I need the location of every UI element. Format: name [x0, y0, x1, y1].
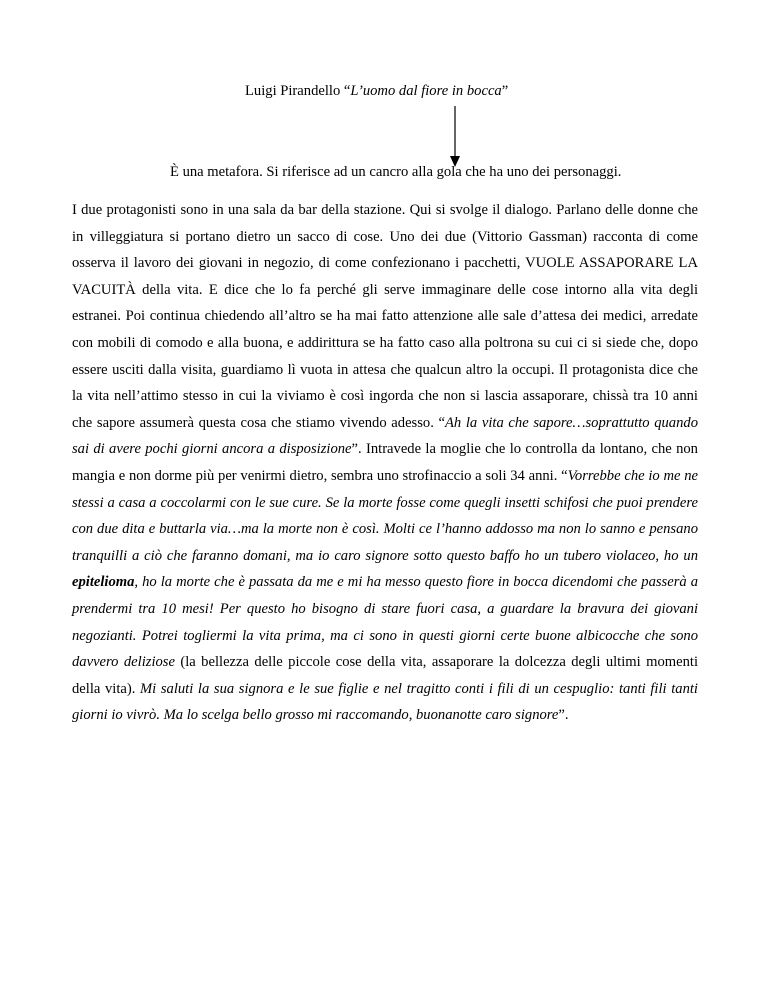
- metaphor-note: È una metafora. Si riferisce ad un cancro alla gola che ha uno dei personaggi.: [170, 164, 622, 180]
- title-close-quote: ”: [501, 83, 509, 99]
- summary-paragraph: [72, 197, 698, 729]
- paragraph-run: ”. Intravede la moglie che lo controlla da lontano, che non mangia e non dorme più per venirmi dietro, sembra uno strofinaccio a soli 34 anni. “: [72, 441, 698, 484]
- quote-run: , ho la morte che è passata da me e mi ha messo questo fiore in bocca dicendomi che passerà a prendermi tra 10 mesi! Per questo ho bisogno di stare fuori casa, a guardare la bravura dei giovani negozianti. Potrei togliermi la vita prima, ma ci sono in questi giorni certe buone albicocche che sono davvero deliziose: [72, 574, 698, 671]
- title-open-quote: “: [343, 83, 351, 99]
- document-title: [245, 83, 508, 100]
- title-author: Luigi Pirandello: [245, 83, 344, 99]
- title-work: L’uomo dal fiore in bocca: [350, 83, 502, 99]
- paragraph-run: (la bellezza delle piccole cose della vita, assaporare la dolcezza degli ultimi momenti della vita).: [72, 654, 698, 697]
- quote-run: Vorrebbe che io me ne stessi a casa a coccolarmi con le sue cure. Se la morte fosse come quegli insetti schifosi che puoi prendere con due dita e buttarla via…ma la morte non è così. Molti ce l’hanno addosso ma non lo sanno e pensano tranquilli a ciò che faranno domani, ma io caro signore sotto questo baffo ho un tubero violaceo, ho un: [72, 467, 698, 564]
- quote-run: Mi saluti la sua signora e le sue figlie e nel tragitto conti i fili di un cespuglio: tanti fili tanti giorni io vivrò. Ma lo scelga bello grosso mi raccomando, buonanotte caro signore: [72, 680, 698, 724]
- quote-run: Ah la vita che sapore…soprattutto quando sai di avere pochi giorni ancora a disposizione: [72, 414, 698, 458]
- emphasized-term: epitelioma: [72, 574, 135, 591]
- down-arrow-icon: [448, 106, 462, 168]
- paragraph-run: ”.: [558, 707, 569, 724]
- paragraph-run: I due protagonisti sono in una sala da bar della stazione. Qui si svolge il dialogo. Parlano delle donne che in villeggiatura si portano dietro un sacco di cose. Uno dei due (Vittorio Gassman) racconta di come osserva il lavoro dei giovani in negozio, di come confezionano i pacchetti, VUOLE ASSAPORARE LA VACUITÀ della vita. E dice che lo fa perché gli serve immaginare delle cose intorno alla vita degli estranei. Poi continua chiedendo all’altro se ha mai fatto attenzione alle sale d’attesa dei medici, arredate con mobili di comodo e alla buona, e addirittura se ha fatto caso alla poltrona su cui ci si siede che, dopo essere usciti dalla visita, guardiamo lì vuota in attesa che qualcun altro la occupi. Il protagonista dice che la vita nell’attimo stesso in cui la viviamo è così ingorda che non si lascia assaporare, chissà tra 10 anni che sapore assumerà questa cosa che stiamo vivendo adesso. “: [72, 202, 698, 431]
